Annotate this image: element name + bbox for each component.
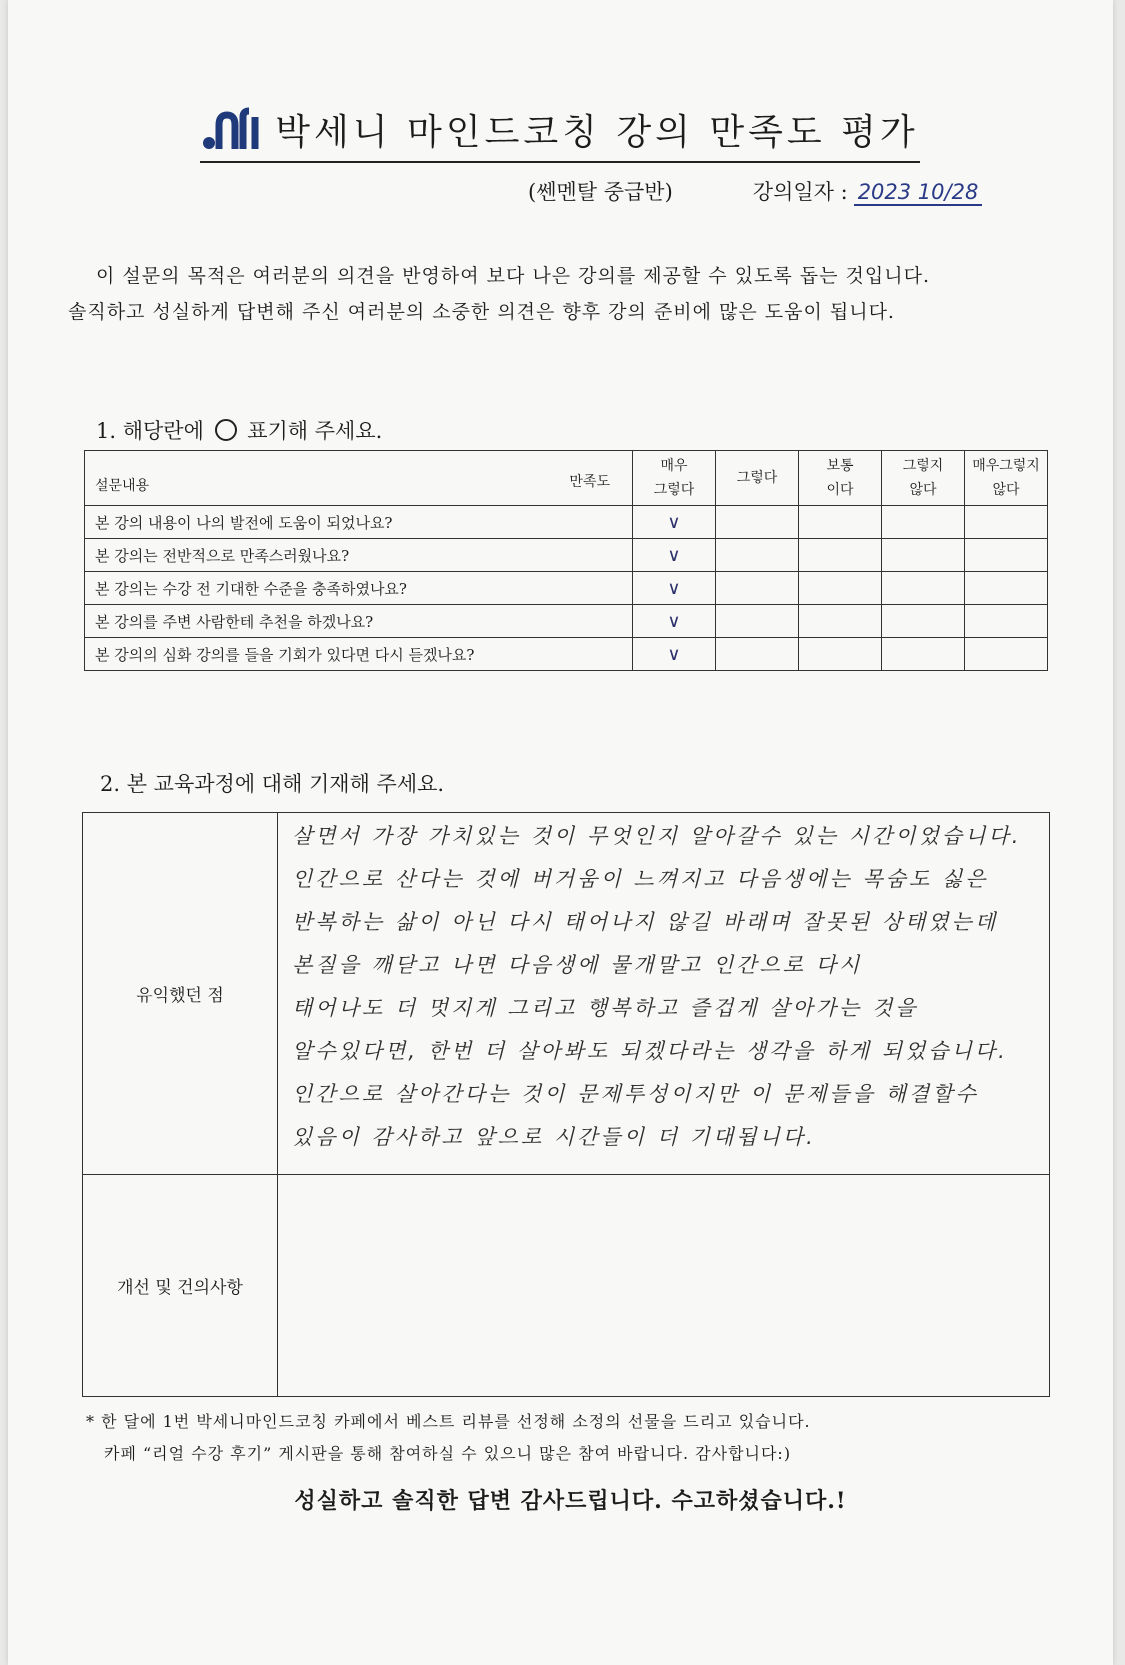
check-mark-icon: ∨ <box>667 511 681 533</box>
rating-cell[interactable] <box>716 506 799 539</box>
rating-cell[interactable] <box>716 539 799 572</box>
handwritten-line: 인간으로 살아간다는 것이 문제투성이지만 이 문제들을 해결할수 <box>292 1082 979 1106</box>
table-row <box>85 506 1048 539</box>
handwritten-line: 태어나도 더 멋지게 그리고 행복하고 즐겁게 살아가는 것을 <box>292 996 919 1020</box>
title-block <box>200 104 920 163</box>
handwritten-line: 인간으로 산다는 것에 버거움이 느껴지고 다음생에는 목숨도 싫은 <box>292 867 989 891</box>
class-name: (쎈멘탈 중급반) <box>528 180 673 204</box>
check-mark-icon: ∨ <box>667 610 681 632</box>
rating-cell[interactable] <box>882 539 965 572</box>
rating-cell[interactable] <box>633 539 716 572</box>
rating-cell[interactable] <box>882 605 965 638</box>
rating-cell[interactable] <box>965 638 1048 671</box>
handwritten-line: 있음이 감사하고 앞으로 시간들이 더 기대됩니다. <box>292 1125 816 1149</box>
date-value: 2023 10/28 <box>854 180 983 206</box>
table-row <box>85 638 1048 671</box>
intro-line-2: 솔직하고 성실하게 답변해 주신 여러분의 소중한 의견은 향후 강의 준비에 많은 도움이 됩니다. <box>68 301 895 323</box>
option-header: 매우 그렇다 <box>633 451 716 506</box>
class-date-row <box>528 176 1048 206</box>
closing-message: 성실하고 솔직한 답변 감사드립니다. 수고하셨습니다.! <box>294 1488 847 1514</box>
question-text: 본 강의는 수강 전 기대한 수준을 충족하였나요? <box>85 572 633 605</box>
circle-mark-icon <box>215 419 237 441</box>
rating-cell[interactable] <box>716 638 799 671</box>
rating-cell[interactable] <box>716 572 799 605</box>
question-text: 본 강의 내용이 나의 발전에 도움이 되었나요? <box>85 506 633 539</box>
section2-title: 2. 본 교육과정에 대해 기재해 주세요. <box>100 772 445 796</box>
option-header: 그렇지 않다 <box>882 451 965 506</box>
section1-title-prefix: 1. 해당란에 <box>96 419 204 443</box>
option-header: 보통 이다 <box>799 451 882 506</box>
table-row <box>85 539 1048 572</box>
feedback-table <box>82 812 1050 1397</box>
rating-cell[interactable] <box>716 605 799 638</box>
rating-cell[interactable] <box>799 638 882 671</box>
note-line-2: 카페 “리얼 수강 후기” 게시판을 통해 참여하실 수 있으니 많은 참여 바랍니다. 감사합니다:) <box>104 1444 792 1463</box>
review-note <box>86 1406 1066 1470</box>
satisfaction-header-row <box>85 451 1048 506</box>
handwritten-line: 살면서 가장 가치있는 것이 무엇인지 알아갈수 있는 시간이었습니다. <box>292 824 1022 848</box>
rating-cell[interactable] <box>965 506 1048 539</box>
option-header: 그렇다 <box>716 451 799 506</box>
rating-cell[interactable] <box>882 638 965 671</box>
check-mark-icon: ∨ <box>667 577 681 599</box>
rating-cell[interactable] <box>882 572 965 605</box>
rating-cell[interactable] <box>799 506 882 539</box>
useful-label: 유익했던 점 <box>83 813 278 1175</box>
section1-title <box>96 415 382 445</box>
feedback-row-useful <box>83 813 1050 1175</box>
date-label: 강의일자 : <box>752 180 848 204</box>
question-header: 설문내용 <box>95 478 150 494</box>
rating-cell[interactable] <box>965 572 1048 605</box>
intro-line-1: 이 설문의 목적은 여러분의 의견을 반영하여 보다 나은 강의를 제공할 수 있도록 돕는 것입니다. <box>96 265 931 287</box>
rating-cell[interactable] <box>633 605 716 638</box>
improve-label: 개선 및 건의사항 <box>83 1175 278 1397</box>
satisfaction-header: 만족도 <box>569 474 610 490</box>
note-line-1: * 한 달에 1번 박세니마인드코칭 카페에서 베스트 리뷰를 선정해 소정의 선물을 드리고 있습니다. <box>86 1412 811 1431</box>
rating-cell[interactable] <box>965 539 1048 572</box>
rating-cell[interactable] <box>633 506 716 539</box>
handwritten-line: 반복하는 삶이 아닌 다시 태어나지 않길 바래며 잘못된 상태였는데 <box>292 910 999 934</box>
question-header-cell <box>85 451 633 506</box>
rating-cell[interactable] <box>633 638 716 671</box>
handwritten-line: 알수있다면, 한번 더 살아봐도 되겠다라는 생각을 하게 되었습니다. <box>292 1039 1008 1063</box>
question-text: 본 강의를 주변 사람한테 추천을 하겠나요? <box>85 605 633 638</box>
mindcoaching-logo-icon <box>201 107 261 153</box>
rating-cell[interactable] <box>799 605 882 638</box>
useful-answer[interactable] <box>278 813 1050 1175</box>
table-row <box>85 605 1048 638</box>
check-mark-icon: ∨ <box>667 643 681 665</box>
rating-cell[interactable] <box>633 572 716 605</box>
feedback-row-improve <box>83 1175 1050 1397</box>
table-row <box>85 572 1048 605</box>
rating-cell[interactable] <box>799 539 882 572</box>
page-title: 박세니 마인드코칭 강의 만족도 평가 <box>275 112 919 153</box>
question-text: 본 강의의 심화 강의를 들을 기회가 있다면 다시 듣겠나요? <box>85 638 633 671</box>
rating-cell[interactable] <box>882 506 965 539</box>
survey-paper <box>8 0 1113 1665</box>
rating-cell[interactable] <box>965 605 1048 638</box>
check-mark-icon: ∨ <box>667 544 681 566</box>
question-text: 본 강의는 전반적으로 만족스러웠나요? <box>85 539 633 572</box>
option-header: 매우그렇지 않다 <box>965 451 1048 506</box>
rating-cell[interactable] <box>799 572 882 605</box>
section1-title-suffix: 표기해 주세요. <box>247 419 383 443</box>
intro-text <box>68 258 1058 330</box>
handwritten-line: 본질을 깨닫고 나면 다음생에 물개말고 인간으로 다시 <box>292 953 863 977</box>
improve-answer[interactable] <box>278 1175 1050 1397</box>
satisfaction-table <box>84 450 1048 671</box>
